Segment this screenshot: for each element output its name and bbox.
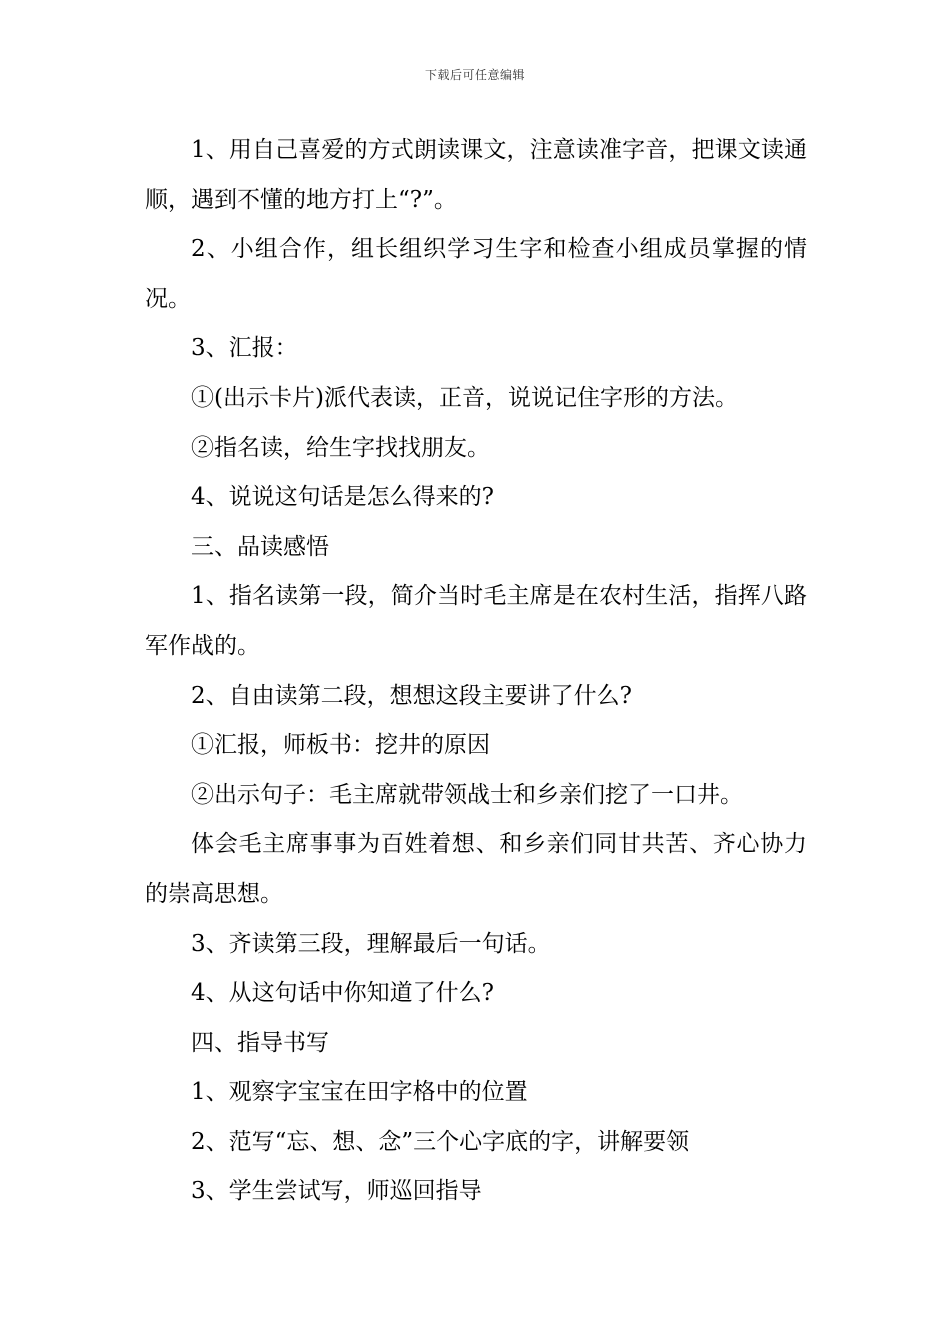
paragraph-13: 3、齐读第三段，理解最后一句话。 bbox=[191, 930, 551, 957]
paragraph-1: 1、用自己喜爱的方式朗读课文，注意读准字音，把课文读通顺，遇到不懂的地方打上“?”。 bbox=[145, 137, 807, 213]
paragraph-5: ②指名读，给生字找找朋友。 bbox=[191, 434, 490, 461]
paragraph-4: ①(出示卡片)派代表读，正音，说说记住字形的方法。 bbox=[191, 384, 738, 411]
document-body bbox=[145, 126, 807, 1217]
paragraph-2: 2、小组合作，组长组织学习生字和检查小组成员掌握的情况。 bbox=[145, 236, 807, 312]
section-heading-3: 三、品读感悟 bbox=[191, 533, 329, 560]
paragraph-12: 体会毛主席事事为百姓着想、和乡亲们同甘共苦、齐心协力的崇高思想。 bbox=[145, 831, 807, 907]
paragraph-17: 2、范写“忘、想、念”三个心字底的字，讲解要领 bbox=[191, 1128, 690, 1155]
paragraph-14: 4、从这句话中你知道了什么? bbox=[191, 980, 494, 1007]
page-header-note: 下载后可任意编辑 bbox=[424, 68, 525, 82]
paragraph-10: ①汇报，师板书：挖井的原因 bbox=[191, 732, 490, 759]
paragraph-3: 3、汇报： bbox=[191, 335, 298, 362]
paragraph-16: 1、观察字宝宝在田字格中的位置 bbox=[191, 1079, 528, 1106]
paragraph-18: 3、学生尝试写，师巡回指导 bbox=[191, 1178, 482, 1205]
paragraph-11: ②出示句子：毛主席就带领战士和乡亲们挖了一口井。 bbox=[191, 781, 743, 808]
section-heading-4: 四、指导书写 bbox=[191, 1029, 329, 1056]
paragraph-6: 4、说说这句话是怎么得来的? bbox=[191, 484, 494, 511]
paragraph-8: 1、指名读第一段，简介当时毛主席是在农村生活，指挥八路军作战的。 bbox=[145, 583, 807, 659]
paragraph-9: 2、自由读第二段，想想这段主要讲了什么? bbox=[191, 682, 632, 709]
